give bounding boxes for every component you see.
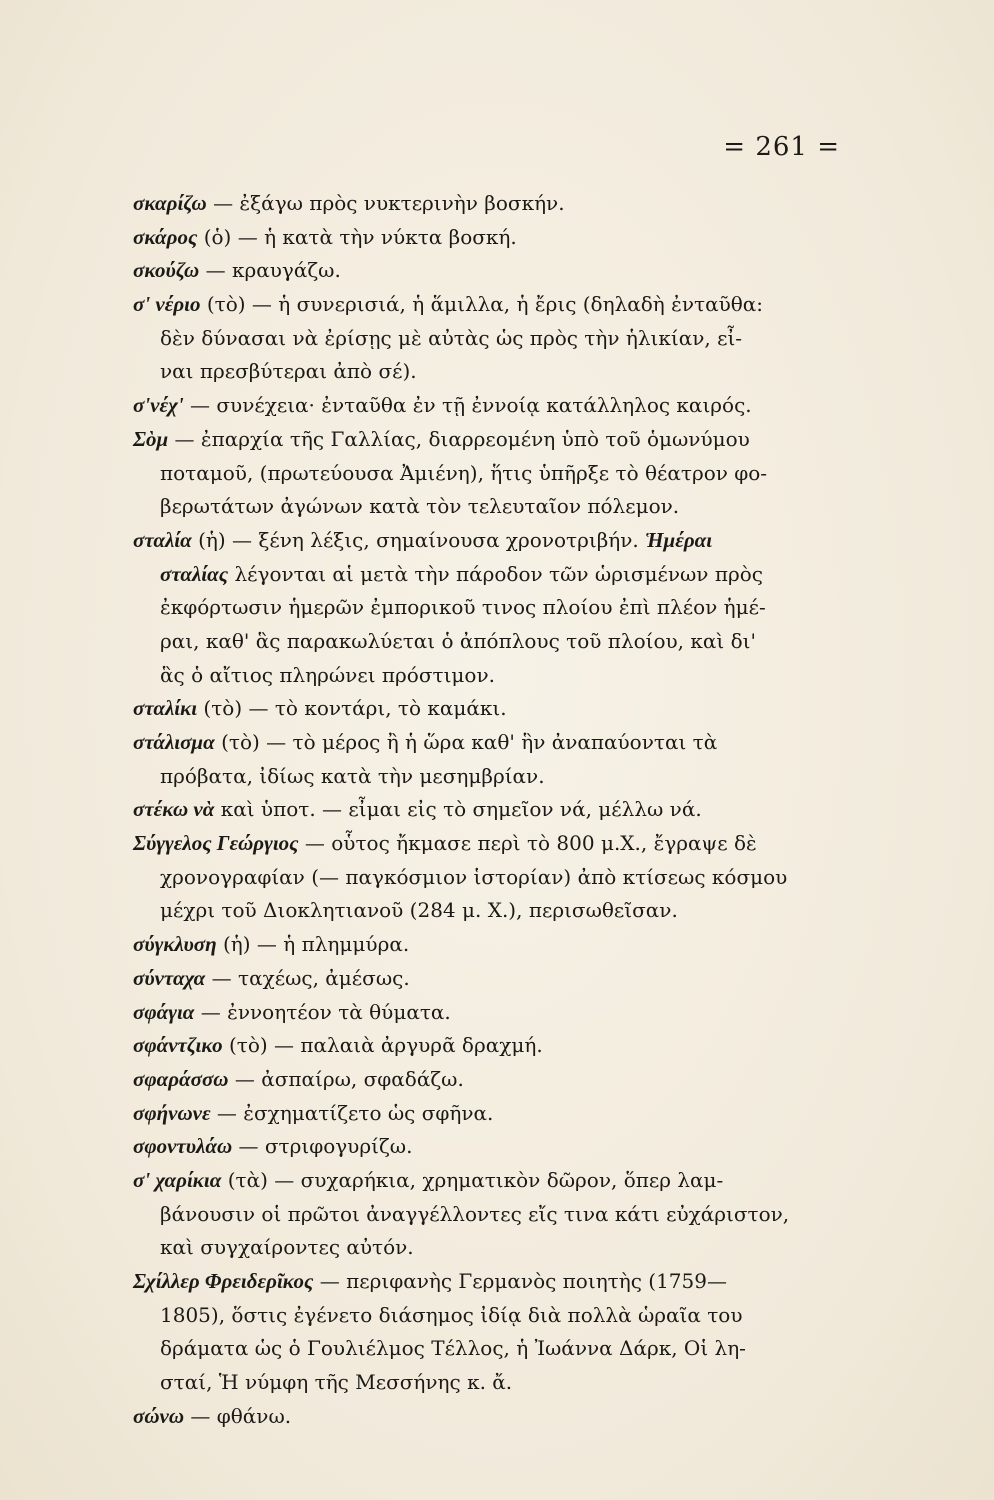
headword: σκάρος [133,224,198,249]
headword: σφήνωνε [133,1100,211,1125]
headword: Σὸμ [133,426,169,451]
headword: σκούζω [133,258,200,283]
headword: σταλίας [160,561,229,586]
definition-text: ποταμοῦ, (πρωτεύουσα Ἀμιένη), ἥτις ὑπῆρξε τὸ θέατρον φο- [160,460,768,485]
definition-text: ἐκφόρτωσιν ἡμερῶν ἐμπορικοῦ τινος πλοίου ἐπὶ πλέον ἡμέ- [160,595,766,620]
glossary-continuation-line [133,659,841,693]
definition-text: (τὸ) — τὸ μέρος ἢ ἡ ὥρα καθ' ἣν ἀναπαύονται τὰ [214,730,718,754]
headword: σφαράσσω [133,1066,229,1091]
glossary-continuation-line [133,1231,841,1265]
glossary-entry-line [133,524,841,558]
definition-text: σταί, Ἡ νύμφη τῆς Μεσσήνης κ. ἄ. [160,1370,513,1395]
definition-text: 1805), ὅστις ἐγένετο διάσημος ἰδίᾳ διὰ πολλὰ ὡραῖα του [160,1302,743,1327]
definition-text: ναι πρεσβύτεραι ἀπὸ σέ). [160,359,417,384]
definition-text: — ἐξάγω πρὸς νυκτερινὴν βοσκήν. [206,191,565,215]
definition-text: — περιφανὴς Γερμανὸς ποιητὴς (1759— [313,1269,727,1293]
definition-text: — ἐννοητέον τὰ θύματα. [194,999,451,1024]
definition-text: — συνέχεια· ἐνταῦθα ἐν τῇ ἐννοίᾳ κατάλληλος καιρός. [183,393,752,418]
glossary-entry-line [133,793,841,827]
definition-text: (ἡ) — ξένη λέξις, σημαίνουσα χρονοτριβήν. [191,527,646,552]
definition-text: δὲν δύνασαι νὰ ἐρίσῃς μὲ αὐτὰς ὡς πρὸς τὴν ἡλικίαν, εἶ- [160,325,743,350]
glossary-continuation-line [133,1299,841,1333]
definition-text: — στριφογυρίζω. [232,1134,413,1159]
definition-text: — ταχέως, ἀμέσως. [205,965,410,990]
headword: σ'νέχ' [133,393,184,418]
definition-text: (τὰ) — συχαρήκια, χρηματικὸν δῶρον, ὅπερ λαμ- [221,1167,724,1192]
headword: σφάγια [133,999,195,1024]
glossary-continuation-line [133,760,841,794]
glossary-entry-line [133,726,841,760]
definition-text: ραι, καθ' ἃς παρακωλύεται ὁ ἀπόπλους τοῦ πλοίου, καὶ δι' [160,628,756,653]
definition-text: βάνουσιν οἱ πρῶτοι ἀναγγέλλοντες εἴς τινα κάτι εὐχάριστον, [160,1201,790,1226]
glossary-entry-line [133,1164,841,1198]
glossary-entry-line [133,423,841,457]
headword: στάλισμα [133,730,215,754]
glossary-entry-line [133,389,841,423]
glossary-entry-line [133,254,841,288]
glossary-entry-line [133,928,841,962]
definition-text: πρόβατα, ἰδίως κατὰ τὴν μεσημβρίαν. [160,763,545,788]
glossary-continuation-line [133,591,841,625]
glossary-continuation-line [133,457,841,491]
glossary-continuation-line [133,558,841,592]
headword: σώνω [133,1403,185,1428]
glossary-entry-line [133,1400,841,1434]
headword: σ' νέριο [133,292,201,317]
glossary-entry-line [133,1063,841,1097]
definition-text: χρονογραφίαν (— παγκόσμιον ἱστορίαν) ἀπὸ κτίσεως κόσμου [160,864,788,889]
definition-text: (τὸ) — τὸ κοντάρι, τὸ καμάκι. [197,696,507,721]
glossary-continuation-line [133,1198,841,1232]
glossary-entry-line [133,221,841,255]
definition-text: (τὸ) — παλαιὰ ἀργυρᾶ δραχμή. [222,1033,543,1058]
definition-text: δράματα ὡς ὁ Γουλιέλμος Τέλλος, ἡ Ἰωάννα Δάρκ, Οἱ λη- [160,1336,746,1361]
definition-text: — ἐπαρχία τῆς Γαλλίας, διαρρεομένη ὑπὸ τοῦ ὁμωνύμου [168,426,750,451]
headword: σ' χαρίκια [133,1167,222,1192]
headword: στέκω νὰ [133,797,215,822]
glossary-continuation-line [133,490,841,524]
headword: σύνταχα [133,965,206,990]
glossary-entry-line [133,288,841,322]
headword: σφοντυλάω [133,1134,233,1159]
glossary-continuation-line [133,322,841,356]
definition-text: — φθάνω. [184,1403,292,1428]
definition-text: — οὗτος ἤκμασε περὶ τὸ 800 μ.Χ., ἔγραψε δὲ [298,831,757,856]
glossary-entry-line [133,187,841,221]
page-number: = 261 = [723,132,840,162]
glossary-continuation-line [133,861,841,895]
glossary-entry-line [133,1265,841,1299]
definition-text: καὶ ὑποτ. — εἶμαι εἰς τὸ σημεῖον νά, μέλλω νά. [214,797,702,822]
glossary-entry-line [133,1130,841,1164]
headword: σταλίκι [133,696,198,721]
definition-text: καὶ συγχαίροντες αὐτόν. [160,1235,414,1260]
headword: σύγκλυση [133,932,217,957]
headword: Σύγγελος Γεώργιος [133,831,299,856]
definition-text: (ἡ) — ἡ πλημμύρα. [216,932,410,957]
definition-text: — κραυγάζω. [199,258,341,283]
definition-text: (ὁ) — ἡ κατὰ τὴν νύκτα βοσκή. [197,224,517,249]
definition-text: (τὸ) — ἡ συνερισιά, ἡ ἅμιλλα, ἡ ἔρις (δηλαδὴ ἐνταῦθα: [200,292,764,317]
headword: Ἡμέραι [645,527,713,552]
headword: σκαρίζω [133,191,207,215]
glossary-continuation-line [133,355,841,389]
headword: Σχίλλερ Φρειδερῖκος [133,1269,314,1293]
headword: σφάντζικο [133,1033,223,1058]
definition-text: — ἐσχηματίζετο ὡς σφῆνα. [210,1100,494,1125]
definition-text: — ἀσπαίρω, σφαδάζω. [228,1066,464,1091]
glossary-continuation-line [133,894,841,928]
definition-text: βερωτάτων ἀγώνων κατὰ τὸν τελευταῖον πόλεμον. [160,494,680,519]
glossary-entry-line [133,692,841,726]
glossary-text [133,187,841,1433]
glossary-entry-line [133,962,841,996]
glossary-entry-line [133,827,841,861]
headword: σταλία [133,527,192,552]
definition-text: ἃς ὁ αἴτιος πληρώνει πρόστιμον. [160,662,495,687]
glossary-entry-line [133,996,841,1030]
definition-text: μέχρι τοῦ Διοκλητιανοῦ (284 μ. Χ.), περισωθεῖσαν. [160,898,678,923]
definition-text: λέγονται αἱ μετὰ τὴν πάροδον τῶν ὡρισμένων πρὸς [228,561,763,586]
glossary-entry-line [133,1097,841,1131]
glossary-continuation-line [133,1366,841,1400]
glossary-continuation-line [133,625,841,659]
glossary-entry-line [133,1029,841,1063]
glossary-continuation-line [133,1332,841,1366]
